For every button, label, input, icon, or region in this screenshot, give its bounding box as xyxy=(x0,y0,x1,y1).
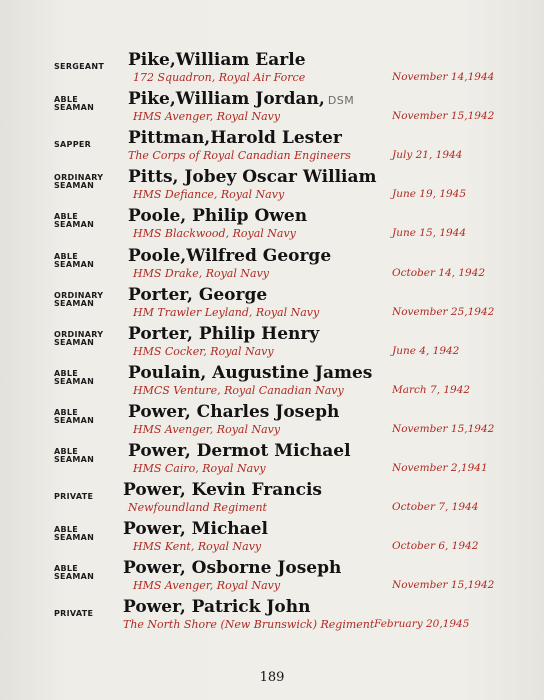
person-name-text: Pitts, Jobey Oscar William xyxy=(128,167,377,188)
service-unit: HMS Defiance, Royal Navy xyxy=(133,188,285,202)
entry-row xyxy=(0,206,544,245)
person-name-text: Poulain, Augustine James xyxy=(128,362,373,383)
person-name xyxy=(128,402,339,422)
service-unit: The Corps of Royal Canadian Engineers xyxy=(128,149,351,163)
service-unit: HMS Avenger, Royal Navy xyxy=(133,110,281,124)
date-of-death: November 25,1942 xyxy=(392,305,495,318)
entry-row xyxy=(0,558,544,597)
rank-label: ABLE SEAMAN xyxy=(54,525,95,543)
person-name xyxy=(128,167,376,187)
person-name-text: Power, Charles Joseph xyxy=(128,401,340,422)
entry-row xyxy=(0,167,544,206)
person-name xyxy=(128,206,307,226)
rank-label: ABLE SEAMAN xyxy=(54,251,95,269)
date-of-death: June 4, 1942 xyxy=(392,344,460,357)
person-name xyxy=(123,519,268,539)
person-name xyxy=(128,246,331,266)
person-name-text: Porter, Philip Henry xyxy=(128,323,320,344)
date-of-death: November 2,1941 xyxy=(392,462,488,474)
person-name xyxy=(128,128,342,148)
entry-row xyxy=(0,246,544,285)
entry-row xyxy=(0,441,544,480)
service-unit: HMS Avenger, Royal Navy xyxy=(133,422,281,436)
date-of-death: October 7, 1944 xyxy=(392,501,479,514)
person-name-text: Power, Patrick John xyxy=(123,597,311,618)
rank-label: ORDINARY SEAMAN xyxy=(54,329,104,347)
person-name-text: Power, Dermot Michael xyxy=(128,441,351,461)
date-of-death: November 14,1944 xyxy=(392,71,495,83)
rank-label: ABLE SEAMAN xyxy=(54,564,95,582)
service-unit: Newfoundland Regiment xyxy=(128,501,267,515)
person-name-text: Poole, Philip Owen xyxy=(128,206,308,227)
service-unit: HMS Blackwood, Royal Navy xyxy=(133,227,296,241)
person-name-text: Power, Osborne Joseph xyxy=(123,558,342,579)
date-of-death: June 19, 1945 xyxy=(392,188,467,201)
rank-label: ABLE SEAMAN xyxy=(54,447,95,464)
entry-row xyxy=(0,50,544,89)
person-name-text: Power, Kevin Francis xyxy=(123,480,322,501)
date-of-death: November 15,1942 xyxy=(392,579,495,592)
date-of-death: November 15,1942 xyxy=(392,110,495,123)
person-name xyxy=(128,285,267,305)
person-name xyxy=(128,363,372,383)
service-unit: HMCS Venture, Royal Canadian Navy xyxy=(133,383,344,397)
service-unit: 172 Squadron, Royal Air Force xyxy=(133,71,306,84)
service-unit: HMS Avenger, Royal Navy xyxy=(133,579,281,593)
rank-label: ABLE SEAMAN xyxy=(54,368,95,386)
person-name xyxy=(123,597,310,617)
person-name xyxy=(128,324,319,344)
rank-label: PRIVATE xyxy=(54,492,94,502)
person-name-text: Porter, George xyxy=(128,284,268,305)
date-of-death: November 15,1942 xyxy=(392,422,495,435)
entry-row xyxy=(0,128,544,167)
date-of-death: June 15, 1944 xyxy=(392,227,467,240)
person-name-text: Poole,Wilfred George xyxy=(128,245,332,266)
person-name-text: Pike,William Earle xyxy=(128,50,306,70)
person-name-text: Power, Michael xyxy=(123,519,268,540)
person-name xyxy=(128,89,354,111)
entry-row xyxy=(0,519,544,558)
person-name xyxy=(128,441,351,461)
entry-row xyxy=(0,597,544,636)
entry-row xyxy=(0,324,544,363)
rank-label: ABLE SEAMAN xyxy=(54,95,95,113)
person-name-text: Pike,William Jordan, xyxy=(128,89,325,110)
entry-row xyxy=(0,402,544,441)
person-name xyxy=(123,558,341,578)
rank-label: PRIVATE xyxy=(54,609,94,619)
person-name-text: Pittman,Harold Lester xyxy=(128,128,342,149)
decoration-award: DSM xyxy=(327,94,355,108)
service-unit: HMS Kent, Royal Navy xyxy=(133,540,262,554)
service-unit: HMS Cocker, Royal Navy xyxy=(133,344,274,358)
entry-row xyxy=(0,285,544,324)
date-of-death: March 7, 1942 xyxy=(392,383,471,396)
service-unit: HMS Drake, Royal Navy xyxy=(133,266,269,280)
entry-row xyxy=(0,480,544,519)
person-name xyxy=(128,50,306,70)
rank-label: ORDINARY SEAMAN xyxy=(54,290,104,308)
entry-row xyxy=(0,363,544,402)
date-of-death: October 6, 1942 xyxy=(392,540,479,553)
person-name xyxy=(123,480,322,500)
service-unit: The North Shore (New Brunswick) Regiment xyxy=(123,618,375,632)
rank-label: SAPPER xyxy=(54,140,92,150)
date-of-death: October 14, 1942 xyxy=(392,266,486,279)
rank-label: ABLE SEAMAN xyxy=(54,407,95,425)
service-unit: HM Trawler Leyland, Royal Navy xyxy=(133,305,320,319)
rank-label: ORDINARY SEAMAN xyxy=(54,173,104,191)
date-of-death: February 20,1945 xyxy=(374,618,470,631)
page-number: 189 xyxy=(259,670,285,685)
date-of-death: July 21, 1944 xyxy=(392,149,463,162)
entry-row xyxy=(0,89,544,128)
rank-label: ABLE SEAMAN xyxy=(54,212,95,230)
service-unit: HMS Cairo, Royal Navy xyxy=(133,462,266,475)
rank-label: SERGEANT xyxy=(54,62,105,71)
